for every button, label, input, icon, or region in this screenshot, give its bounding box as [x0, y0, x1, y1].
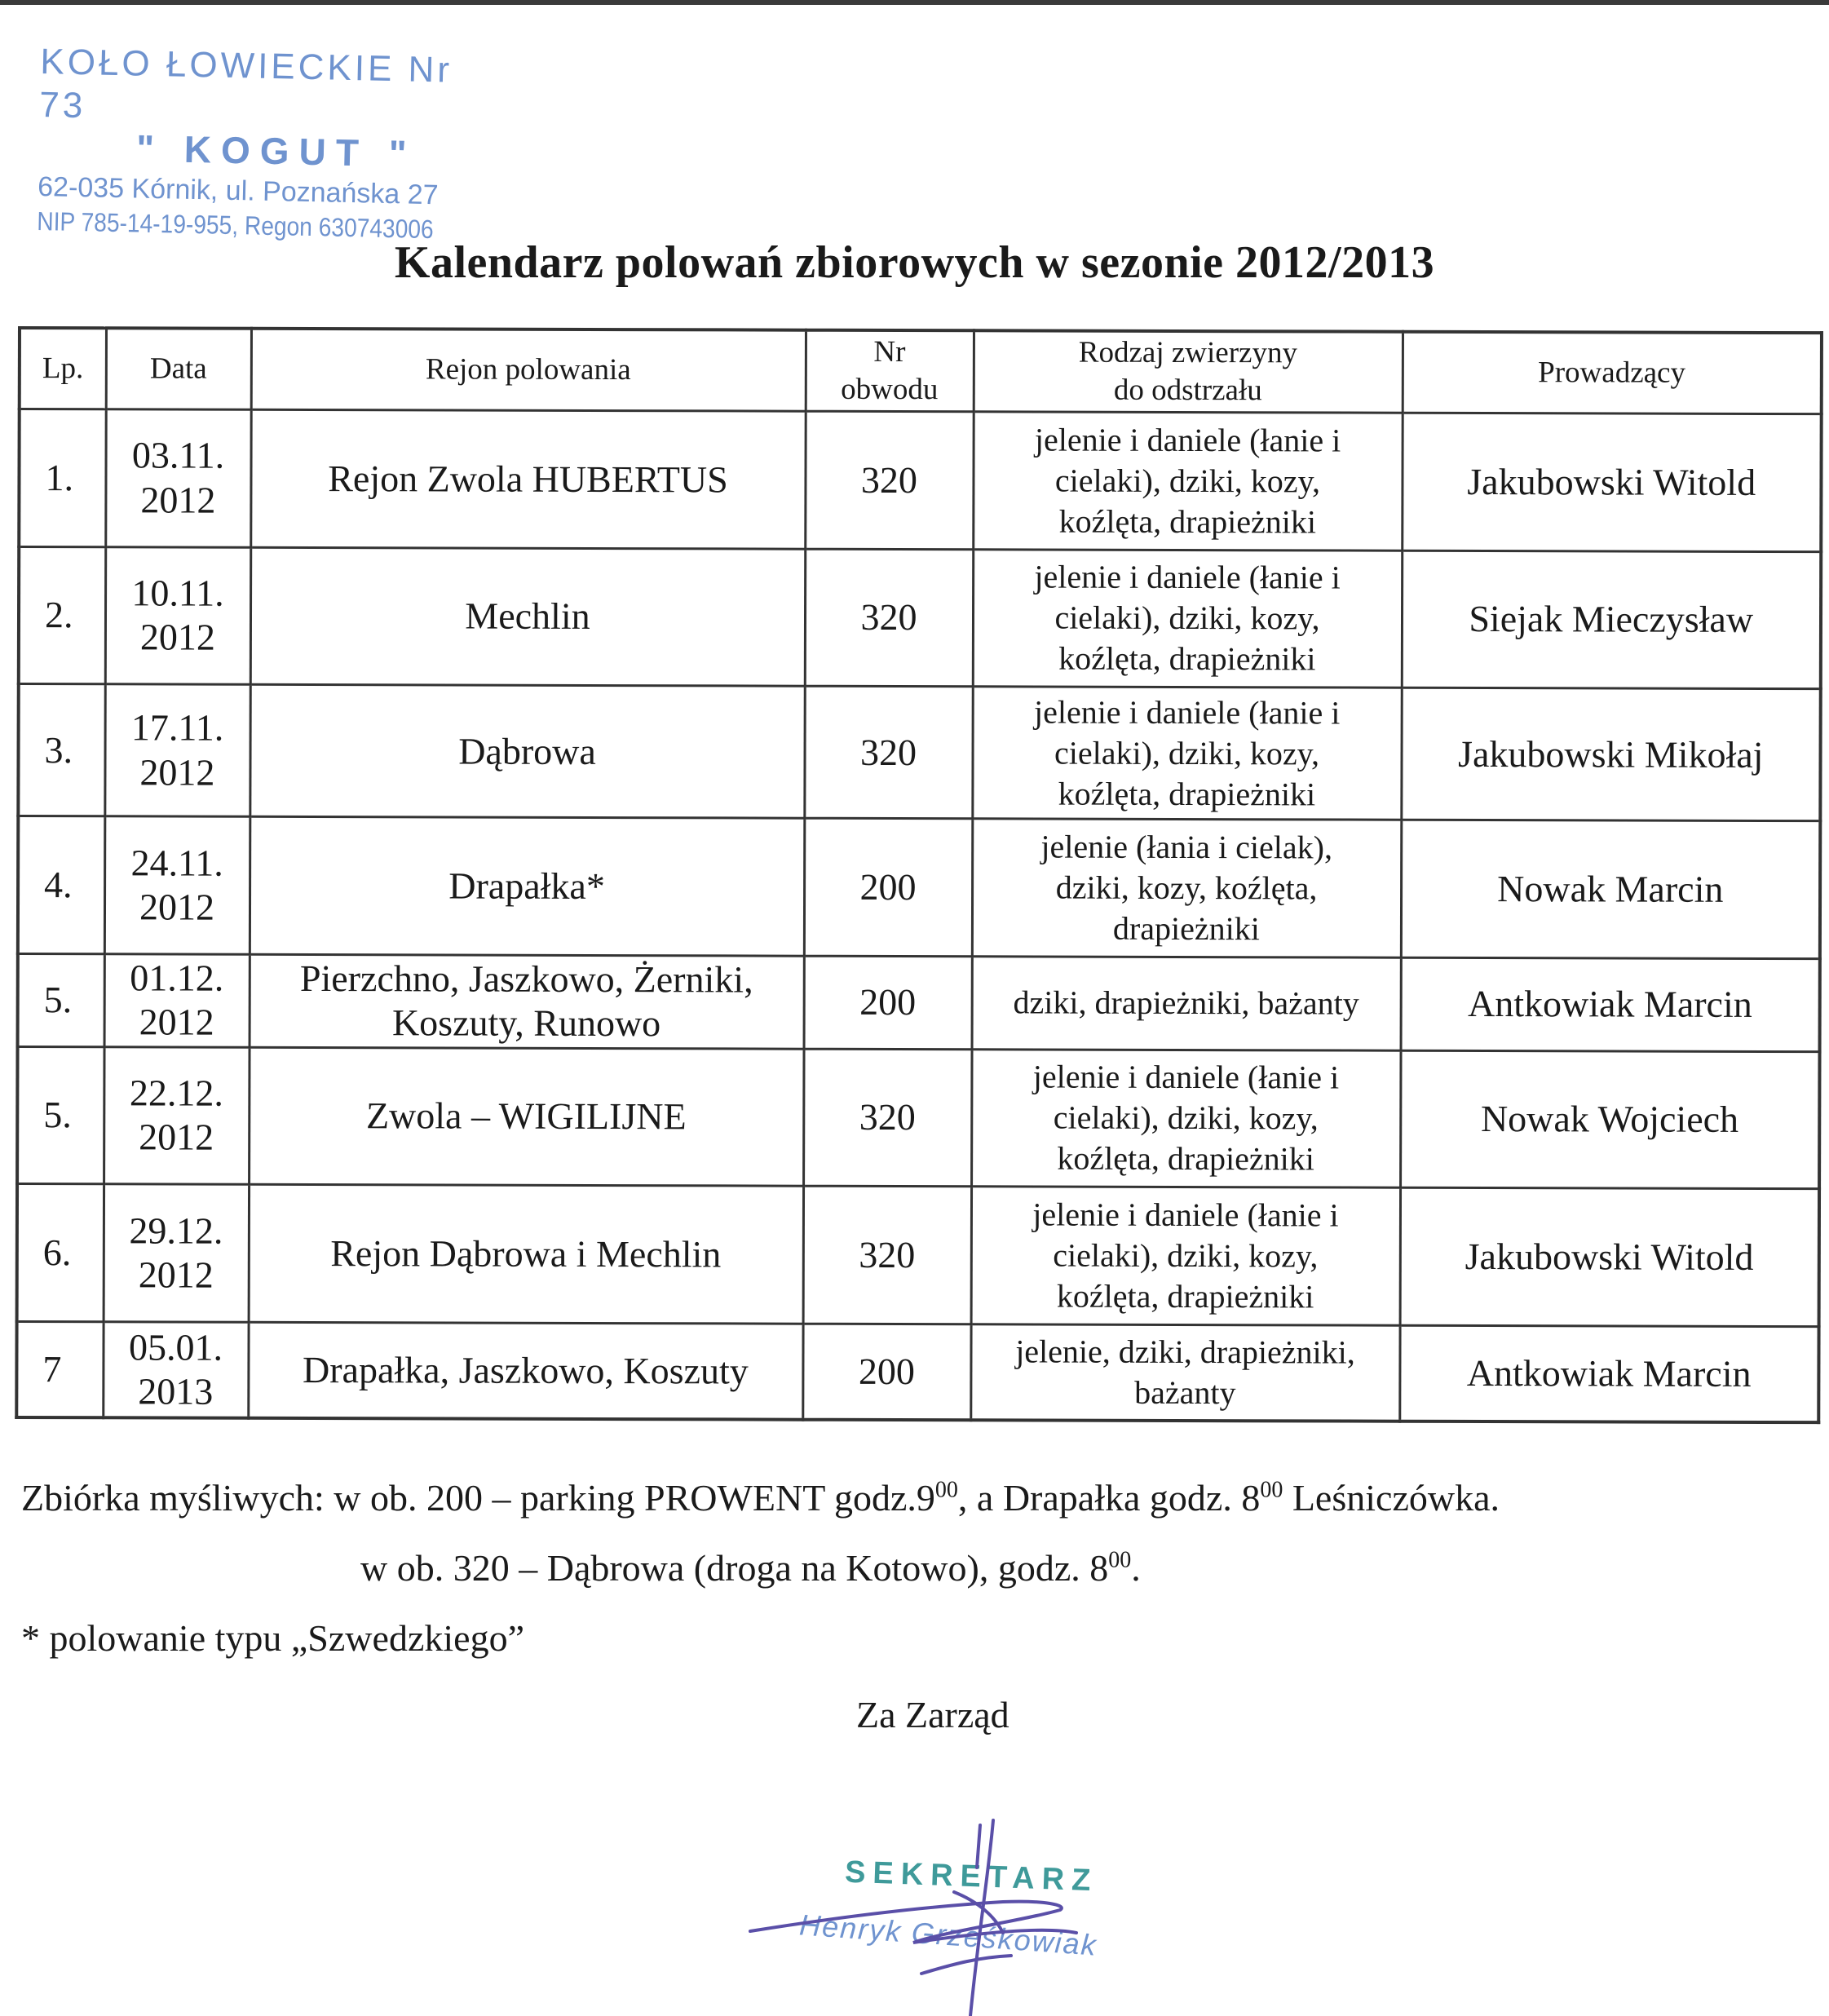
table-row	[18, 816, 1820, 959]
row-date-day: 05.01.	[128, 1325, 223, 1368]
row-date-year: 2012	[140, 479, 216, 521]
row-date	[105, 546, 250, 684]
row-game-line1: jelenie i daniele (łanie i	[1032, 1058, 1340, 1096]
row-date-day: 01.12.	[130, 957, 224, 999]
row-date	[104, 954, 250, 1047]
row-date-day: 17.11.	[130, 706, 224, 749]
header-game-line1: Rodzaj zwierzyny	[1078, 335, 1298, 370]
row-game-line2: cielaki), dziki, kozy,	[1054, 734, 1320, 772]
table-header-row	[20, 328, 1822, 414]
row-date-day: 10.11.	[131, 572, 224, 614]
row-game	[972, 819, 1401, 957]
row-date-day: 29.12.	[129, 1209, 223, 1252]
row-circuit: 200	[802, 1324, 970, 1420]
row-circuit: 200	[804, 956, 972, 1049]
table-row	[19, 546, 1821, 689]
row-region-line1: Mechlin	[465, 595, 590, 638]
row-region	[250, 684, 804, 818]
handwritten-signature	[734, 1810, 1142, 2016]
row-region	[250, 409, 805, 548]
row-game-line1: jelenie i daniele (łanie i	[1034, 558, 1341, 596]
row-game-line3: koźlęta, drapieżniki	[1058, 639, 1316, 678]
row-lp: 2.	[19, 546, 105, 684]
meeting-text-a: Zbiórka myśliwych: w ob. 200 – parking PROWENT godz.9	[21, 1477, 935, 1519]
meeting-text-c: Leśniczówka.	[1283, 1477, 1500, 1519]
hunting-schedule-table	[15, 326, 1823, 1424]
row-region	[250, 954, 804, 1049]
row-game-line2: bażanty	[1134, 1373, 1236, 1412]
row-lp: 3.	[18, 684, 104, 817]
row-circuit: 320	[803, 1049, 971, 1187]
row-circuit: 320	[805, 411, 973, 549]
table-row	[18, 953, 1820, 1051]
row-leader: Jakubowski Witold	[1400, 1187, 1819, 1326]
row-game	[973, 549, 1402, 687]
stamp-tax-ids: NIP 785-14-19-955, Regon 630743006	[37, 206, 435, 244]
meeting-time-d-minutes: 00	[1108, 1547, 1132, 1573]
row-lp: 7	[16, 1321, 103, 1417]
row-date	[103, 1321, 248, 1417]
row-date-year: 2012	[139, 1001, 214, 1043]
row-region	[250, 547, 805, 686]
footnote: * polowanie typu „Szwedzkiego”	[21, 1617, 524, 1659]
document-title: Kalendarz polowań zbiorowych w sezonie 2012/2013	[394, 237, 1435, 288]
row-game-line2: cielaki), dziki, kozy,	[1053, 1099, 1319, 1137]
row-region-line1: Zwola – WIGILIJNE	[365, 1094, 687, 1138]
row-lp: 5.	[18, 953, 104, 1046]
row-region-line1: Drapałka*	[448, 864, 605, 908]
row-game-line3: koźlęta, drapieżniki	[1057, 1139, 1314, 1178]
row-leader: Antkowiak Marcin	[1399, 1325, 1818, 1422]
row-game-line3: drapieżniki	[1112, 909, 1260, 948]
row-game-line3: koźlęta, drapieżniki	[1056, 1277, 1314, 1315]
row-region-line2: Koszuty, Runowo	[391, 1001, 661, 1045]
header-region: Rejon polowania	[251, 329, 806, 411]
row-game-line3: koźlęta, drapieżniki	[1058, 502, 1317, 541]
row-lp: 5.	[17, 1046, 104, 1184]
row-date	[105, 409, 250, 547]
row-leader: Siejak Mieczysław	[1402, 550, 1821, 689]
scan-edge	[0, 0, 1829, 5]
row-date-year: 2013	[138, 1370, 214, 1413]
row-date-year: 2012	[139, 751, 215, 794]
header-circuit	[806, 330, 974, 412]
table-row	[17, 1184, 1819, 1327]
row-game-line2: cielaki), dziki, kozy,	[1054, 462, 1321, 500]
meeting-text-b: , a Drapałka godz. 8	[957, 1477, 1261, 1519]
row-game-line1: jelenie, dziki, drapieżniki,	[1015, 1333, 1355, 1371]
meeting-note-circuit-320	[360, 1546, 1141, 1589]
row-game-line1: jelenie i daniele (łanie i	[1032, 1196, 1339, 1234]
header-leader: Prowadzący	[1403, 332, 1822, 414]
table-row	[18, 684, 1820, 822]
row-game	[970, 1324, 1399, 1421]
row-circuit: 200	[804, 819, 972, 957]
row-region-line1: Dąbrowa	[458, 730, 596, 772]
row-date	[104, 684, 250, 817]
header-lp: Lp.	[20, 328, 106, 409]
row-leader: Antkowiak Marcin	[1401, 957, 1820, 1051]
row-date	[104, 1046, 249, 1184]
row-region	[248, 1322, 802, 1420]
signoff-label: Za Zarząd	[856, 1694, 1009, 1735]
meeting-note-circuit-200	[21, 1476, 1500, 1519]
row-region	[249, 1184, 803, 1323]
club-stamp	[37, 41, 497, 246]
row-date-day: 24.11.	[130, 842, 223, 884]
row-leader: Nowak Marcin	[1401, 820, 1820, 959]
row-region-line1: Drapałka, Jaszkowo, Koszuty	[302, 1348, 749, 1392]
row-game-line3: koźlęta, drapieżniki	[1058, 775, 1316, 813]
row-date	[104, 1184, 249, 1322]
row-circuit: 320	[805, 549, 973, 687]
row-date-year: 2012	[138, 1253, 214, 1296]
row-date-day: 22.12.	[129, 1072, 223, 1114]
row-game-line2: cielaki), dziki, kozy,	[1054, 599, 1320, 637]
row-leader: Jakubowski Witold	[1402, 413, 1821, 551]
row-circuit: 320	[804, 686, 972, 819]
row-game	[972, 687, 1401, 820]
header-circuit-line1: Nr	[873, 334, 906, 369]
row-circuit: 320	[803, 1186, 971, 1324]
meeting-text-e: .	[1131, 1547, 1141, 1589]
table-row	[16, 1321, 1818, 1422]
row-date-year: 2012	[139, 886, 215, 928]
secretary-stamp-name: Henryk Grześkowiak	[798, 1908, 1099, 1962]
row-lp: 6.	[17, 1184, 104, 1322]
row-lp: 4.	[18, 816, 104, 954]
row-region	[250, 817, 804, 956]
meeting-time-b-minutes: 00	[1260, 1477, 1283, 1503]
meeting-text-d: w ob. 320 – Dąbrowa (droga na Kotowo), godz. 8	[360, 1547, 1109, 1589]
row-game-line1: jelenie (łania i cielak),	[1040, 828, 1333, 866]
header-circuit-line2: obwodu	[841, 372, 939, 407]
stamp-address: 62-035 Kórnik, ul. Poznańska 27	[37, 170, 439, 211]
row-game	[973, 412, 1402, 550]
meeting-time-a-minutes: 00	[934, 1477, 958, 1503]
row-lp: 1.	[19, 409, 105, 547]
row-region-line1: Pierzchno, Jaszkowo, Żerniki,	[299, 957, 753, 1001]
row-game-line2: dziki, kozy, koźlęta,	[1055, 869, 1318, 907]
stamp-club-name: KOŁO ŁOWIECKIE Nr 73	[38, 41, 453, 126]
table-row	[19, 409, 1821, 552]
row-leader: Jakubowski Mikołaj	[1401, 687, 1820, 821]
header-date: Data	[106, 328, 251, 409]
row-date-year: 2012	[139, 1116, 214, 1159]
row-game	[971, 1049, 1400, 1187]
row-date-day: 03.11.	[131, 434, 225, 477]
row-game-line1: jelenie i daniele (łanie i	[1033, 693, 1341, 732]
row-date	[104, 816, 250, 954]
row-leader: Nowak Wojciech	[1400, 1050, 1819, 1189]
row-date-year: 2012	[139, 616, 216, 658]
row-region-line1: Rejon Zwola HUBERTUS	[328, 457, 728, 501]
row-region-line1: Rejon Dąbrowa i Mechlin	[330, 1231, 722, 1275]
row-game-line1: jelenie i daniele (łanie i	[1034, 421, 1341, 459]
secretary-stamp-title: SEKRETARZ	[844, 1855, 1099, 1899]
row-game	[972, 957, 1401, 1050]
row-game	[971, 1187, 1400, 1325]
table-row	[17, 1046, 1819, 1189]
header-game-line2: do odstrzału	[1113, 373, 1262, 408]
row-game-line1: dziki, drapieżniki, bażanty	[1013, 984, 1359, 1022]
row-region	[249, 1047, 803, 1186]
row-game-line2: cielaki), dziki, kozy,	[1053, 1236, 1319, 1275]
stamp-club-nickname: " KOGUT "	[135, 126, 417, 175]
header-game	[974, 330, 1403, 413]
